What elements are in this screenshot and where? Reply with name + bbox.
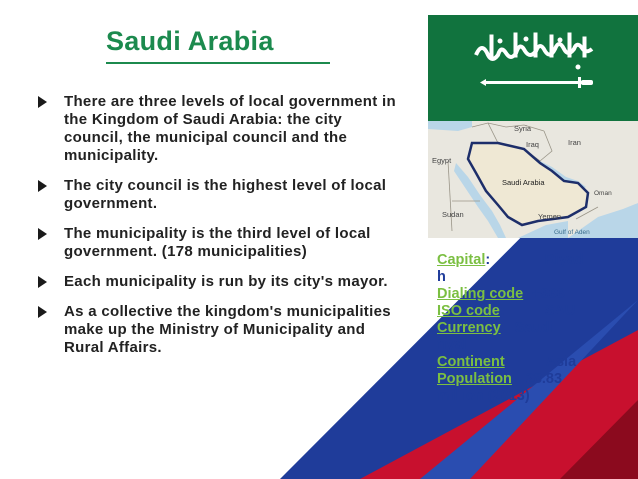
bullet-item <box>38 93 403 165</box>
fact-label: Dialing code <box>437 286 524 302</box>
bullet-text: There are three levels of local government in the Kingdom of Saudi Arabia: the city council, the municipal council and the municipality. <box>64 93 396 164</box>
map-graphic <box>428 121 638 238</box>
fact-label: Population <box>437 371 512 387</box>
bullet-text: As a collective the kingdom's municipalities make up the Ministry of Municipality and Rural Affairs. <box>64 303 391 356</box>
bullet-item <box>38 225 403 261</box>
fact-population-cont <box>437 388 597 405</box>
bullet-text: Each municipality is run by its city's mayor. <box>64 273 388 290</box>
fact-value: Asia <box>545 354 577 370</box>
triangle-bullet-icon <box>38 228 47 240</box>
triangle-bullet-icon <box>38 180 47 192</box>
fact-value: SAU <box>544 303 576 319</box>
bullet-text: The city council is the highest level of local government. <box>64 177 387 212</box>
bullet-item <box>38 273 403 291</box>
fact-value: +966 <box>532 286 565 302</box>
triangle-bullet-icon <box>38 276 47 288</box>
map-label-egypt: Egypt <box>432 156 452 165</box>
map-label-iraq: Iraq <box>526 140 539 149</box>
fact-iso-code: ISO code: SAU <box>437 303 576 319</box>
fact-continent: Continent: Asia <box>437 354 577 370</box>
fact-currency-cont <box>437 337 597 354</box>
saudi-flag-image <box>428 15 638 121</box>
bullet-text: The municipality is the third level of local government. (178 municipalities) <box>64 225 371 260</box>
map-label-yemen: Yemen <box>538 212 562 221</box>
map-label-saudi-arabia: Saudi Arabia <box>502 178 545 187</box>
triangle-bullet-icon <box>38 96 47 108</box>
fact-label: Continent <box>437 354 505 370</box>
slide-title: Saudi Arabia <box>106 26 274 56</box>
triangle-bullet-icon <box>38 306 47 318</box>
fact-capital-cont <box>437 269 597 286</box>
map-label-sudan: Sudan <box>442 210 464 219</box>
fact-population: Population: 28.83 <box>437 371 563 387</box>
bullet-item <box>38 177 403 213</box>
middle-east-map <box>428 121 638 238</box>
fact-capital: Capital: Riyad <box>437 252 584 268</box>
fact-label: Currency <box>437 320 501 336</box>
fact-value: Saudi <box>514 320 554 336</box>
fact-currency: Currency: Saudi <box>437 320 554 336</box>
bullet-item <box>38 303 403 357</box>
map-label-oman: Oman <box>594 190 612 197</box>
fact-label: Capital <box>437 252 486 268</box>
fact-dialing-code: Dialing code: +966 <box>437 286 565 302</box>
fact-value: million (2013) <box>437 388 530 404</box>
fact-value: 28.83 <box>525 371 563 387</box>
fact-value: Riyad <box>544 252 584 268</box>
bullet-list <box>38 93 403 369</box>
fact-value: riyal <box>437 337 467 353</box>
map-label-gulf-of-aden: Gulf of Aden <box>554 229 590 236</box>
fact-label: ISO code <box>437 303 500 319</box>
fact-value: h <box>437 269 446 285</box>
map-label-syria: Syria <box>514 124 532 133</box>
flag-emblem-icon <box>428 15 638 121</box>
title-underline <box>106 62 330 64</box>
map-label-iran: Iran <box>568 138 581 147</box>
country-facts <box>437 252 597 405</box>
